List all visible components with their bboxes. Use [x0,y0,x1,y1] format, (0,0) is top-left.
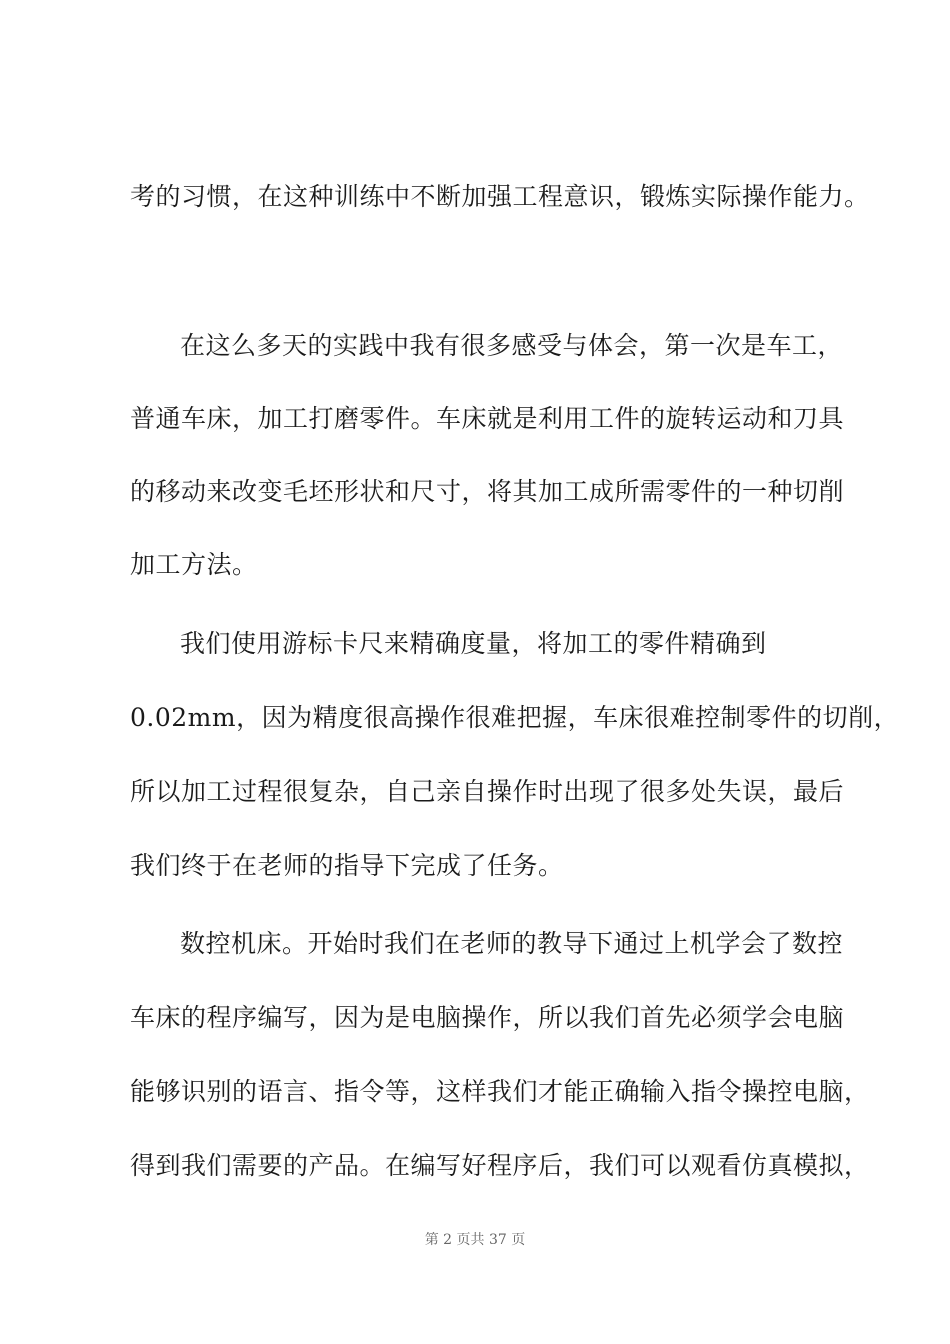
paragraph-first-line: 数控机床。开始时我们在老师的教导下通过上机学会了数控 [180,929,844,958]
text-line: 得到我们需要的产品。在编写好程序后，我们可以观看仿真模拟， [130,1151,870,1180]
paragraph-first-line: 我们使用游标卡尺来精确度量，将加工的零件精确到 [180,629,767,658]
page-footer: 第 2 页共 37 页 [424,1232,526,1248]
text-line: 普通车床，加工打磨零件。车床就是利用工件的旋转运动和刀具 [130,404,845,433]
text-line: 考的习惯，在这种训练中不断加强工程意识，锻炼实际操作能力。 [130,182,870,211]
text-line: 0.02mm，因为精度很高操作很难把握，车床很难控制零件的切削， [130,703,900,732]
text-line: 的移动来改变毛坯形状和尺寸，将其加工成所需零件的一种切削 [130,477,845,506]
text-line: 车床的程序编写，因为是电脑操作，所以我们首先必须学会电脑 [130,1003,845,1032]
text-line: 加工方法。 [130,550,258,579]
text-line: 我们终于在老师的指导下完成了任务。 [130,851,564,880]
paragraph-first-line: 在这么多天的实践中我有很多感受与体会，第一次是车工， [180,331,844,360]
text-line: 能够识别的语言、指令等，这样我们才能正确输入指令操控电脑， [130,1077,870,1106]
text-line: 所以加工过程很复杂，自己亲自操作时出现了很多处失误，最后 [130,777,845,806]
